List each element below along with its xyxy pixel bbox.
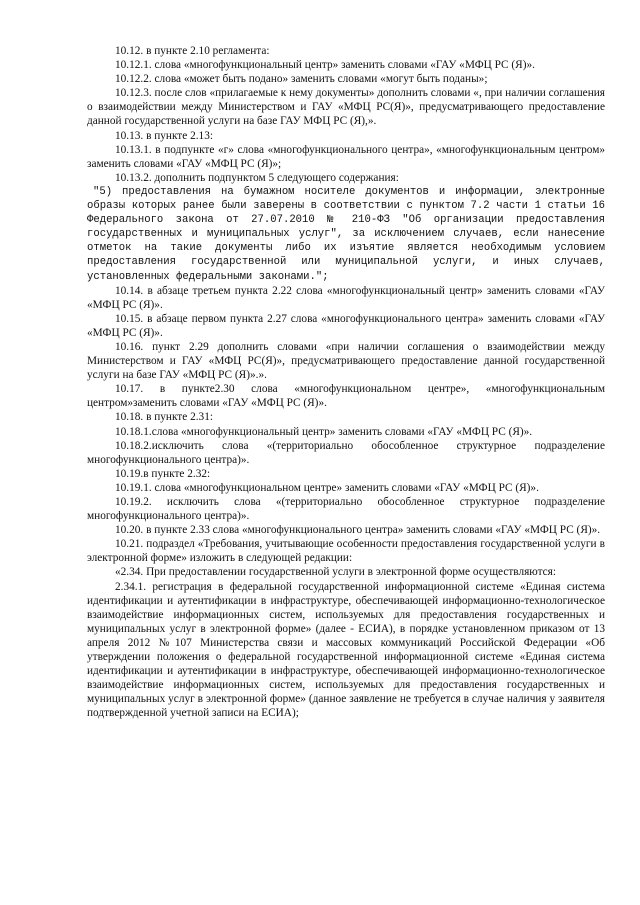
paragraph: 10.17. в пункте2.30 слова «многофункциональном центре», «многофункциональным центром»заменить словами «ГАУ «МФЦ РС (Я)». bbox=[87, 383, 605, 410]
paragraph: «2.34. При предоставлении государственной услуги в электронной форме осуществляются: bbox=[115, 566, 556, 579]
paragraph: 10.14. в абзаце третьем пункта 2.22 слова «многофункциональный центр» заменить словами «ГАУ «МФЦ РС (Я)». bbox=[87, 284, 605, 311]
paragraph: 10.18. в пункте 2.31: bbox=[115, 411, 213, 424]
paragraph: 10.20. в пункте 2.33 слова «многофункционального центра» заменить словами «ГАУ «МФЦ РС (Я)». bbox=[115, 524, 601, 537]
paragraph: 10.15. в абзаце первом пункта 2.27 слова «многофункционального центра» заменить словами «ГАУ «МФЦ РС (Я)». bbox=[87, 312, 605, 339]
paragraph: 10.12.2. слова «может быть подано» заменить словами «могут быть поданы»; bbox=[115, 73, 488, 86]
paragraph: 10.19.1. слова «многофункциональном центре» заменить словами «ГАУ «МФЦ РС (Я)». bbox=[115, 481, 539, 494]
paragraph: 10.13. в пункте 2.13: bbox=[115, 129, 213, 142]
paragraph: 10.13.1. в подпункте «г» слова «многофункционального центра», «многофункциональным центром» заменить словами «ГАУ «МФЦ РС (Я)»; bbox=[87, 143, 605, 170]
paragraph: 10.19.2. исключить слова «(территориально обособленное структурное подразделение многофункционального центра)». bbox=[87, 496, 605, 523]
paragraph: 10.18.2.исключить слова «(территориально обособленное структурное подразделение многофункционального центра)». bbox=[87, 439, 605, 466]
paragraph: 10.16. пункт 2.29 дополнить словами «при наличии соглашения о взаимодействии между Министерством и ГАУ «МФЦ РС(Я)», предусматривающего предоставление данной государственной услуги на базе ГАУ «МФЦ РС (Я)».». bbox=[87, 340, 605, 382]
paragraph: 10.21. подраздел «Требования, учитывающие особенности предоставления государственной услуги в электронной форме» изложить в следующей редакции: bbox=[87, 538, 605, 565]
paragraph: 10.12.3. после слов «прилагаемые к нему документы» дополнить словами «, при наличии соглашения о взаимодействии между Министерством и ГАУ «МФЦ РС(Я)», предусматривающего предоставление данной государственной услуги на базе ГАУ МФЦ РС (Я),». bbox=[87, 87, 605, 128]
paragraph: 10.13.2. дополнить подпунктом 5 следующего содержания: bbox=[115, 171, 399, 184]
quoted-paragraph: "5) предоставления на бумажном носителе документов и информации, электронные образы которых ранее были заверены в соответствии с пунктом 7.2 части 1 статьи 16 Федерального закона от 27.07.2010 № 210-ФЗ "Об организации предоставления государственных и муниципальных услуг", за исключением случаев, если нанесение отметок на такие документы либо их изъятие является необходимым условием предоставления государственной или муниципальной услуги, и иных случаев, установленных федеральными законами."; bbox=[87, 185, 605, 283]
paragraph: 10.18.1.слова «многофункциональный центр» заменить словами «ГАУ «МФЦ РС (Я)». bbox=[115, 425, 533, 438]
paragraph: 10.12. в пункте 2.10 регламента: bbox=[115, 45, 270, 57]
document-page bbox=[87, 44, 605, 721]
paragraph: 10.19.в пункте 2.32: bbox=[115, 467, 211, 480]
paragraph: 10.12.1. слова «многофункциональный центр» заменить словами «ГАУ «МФЦ РС (Я)». bbox=[115, 59, 535, 72]
paragraph: 2.34.1. регистрация в федеральной государственной информационной системе «Единая система идентификации и аутентификации в инфраструктуре, обеспечивающей информационно-технологическое взаимодействие информационных систем, используемых для предоставления государственных и муниципальных услуг в электронной форме» (далее - ЕСИА), в порядке установленном приказом от 13 апреля 2012 №107 Министерства связи и массовых коммуникаций Российской Федерации «Об утверждении положения о федеральной государственной информационной системе «Единая система идентификации и аутентификации в инфраструктуре, обеспечивающей информационно-технологическое взаимодействие информационных систем, используемых для предоставления государственных и муниципальных услуг в электронной форме» (данное заявление не требуется в случае наличия у заявителя подтвержденной учетной записи на ЕСИА); bbox=[87, 580, 605, 720]
